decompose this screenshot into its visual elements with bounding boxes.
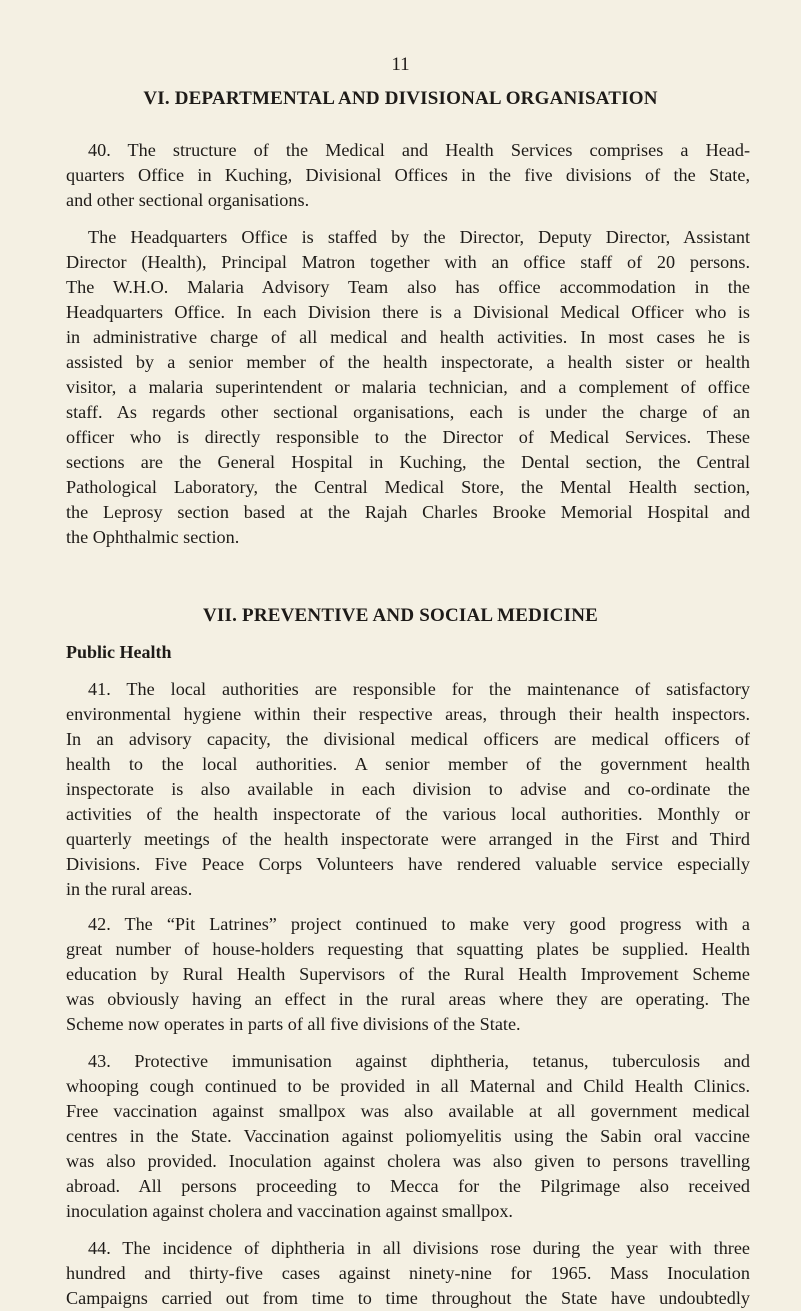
- text-line: centres in the State. Vaccination against poliomyelitis using the Sabin oral vaccine: [66, 1126, 750, 1146]
- text-line: education by Rural Health Supervisors of the Rural Health Improvement Scheme: [66, 964, 750, 984]
- section-vii-heading: VII. PREVENTIVE AND SOCIAL MEDICINE: [203, 605, 598, 626]
- text-line: assisted by a senior member of the health inspectorate, a health sister or health: [66, 352, 750, 372]
- text-line: In an advisory capacity, the divisional medical officers are medical officers of: [66, 729, 750, 749]
- text-line: Scheme now operates in parts of all five divisions of the State.: [66, 1014, 521, 1034]
- text-line: visitor, a malaria superintendent or malaria technician, and a complement of office: [66, 377, 750, 397]
- paragraph-42: [66, 912, 750, 1037]
- text-line: officer who is directly responsible to the Director of Medical Services. These: [66, 427, 750, 447]
- text-line: inspectorate is also available in each division to advise and co-ordinate the: [66, 779, 750, 799]
- paragraph-41: [66, 677, 750, 902]
- section-vi-heading: VI. DEPARTMENTAL AND DIVISIONAL ORGANISATION: [143, 88, 658, 109]
- text-line: was obviously having an effect in the rural areas where they are operating. The: [66, 989, 750, 1009]
- text-line: staff. As regards other sectional organisations, each is under the charge of an: [66, 402, 750, 422]
- text-line: activities of the health inspectorate of the various local authorities. Monthly or: [66, 804, 750, 824]
- text-line: quarters Office in Kuching, Divisional Offices in the five divisions of the State,: [66, 165, 750, 185]
- text-line: abroad. All persons proceeding to Mecca for the Pilgrimage also received: [66, 1176, 750, 1196]
- paragraph-40: [66, 138, 750, 213]
- text-line: whooping cough continued to be provided in all Maternal and Child Health Clinics.: [66, 1076, 750, 1096]
- text-line: Director (Health), Principal Matron together with an office staff of 20 persons.: [66, 252, 750, 272]
- text-line: 41. The local authorities are responsible for the maintenance of satisfactory: [88, 679, 750, 699]
- paragraph-43: [66, 1049, 750, 1224]
- text-line: environmental hygiene within their respective areas, through their health inspectors.: [66, 704, 750, 724]
- text-line: 44. The incidence of diphtheria in all divisions rose during the year with three: [88, 1238, 750, 1258]
- text-line: The W.H.O. Malaria Advisory Team also has office accommodation in the: [66, 277, 750, 297]
- text-line: great number of house-holders requesting that squatting plates be supplied. Health: [66, 939, 750, 959]
- text-line: the Ophthalmic section.: [66, 527, 240, 547]
- text-line: health to the local authorities. A senior member of the government health: [66, 754, 750, 774]
- text-line: Campaigns carried out from time to time throughout the State have undoubtedly: [66, 1288, 750, 1308]
- text-line: 40. The structure of the Medical and Health Services comprises a Head-: [88, 140, 750, 160]
- subheading-public-health: Public Health: [66, 642, 172, 662]
- text-line: the Leprosy section based at the Rajah Charles Brooke Memorial Hospital and: [66, 502, 750, 522]
- text-line: hundred and thirty-five cases against ninety-nine for 1965. Mass Inoculation: [66, 1263, 750, 1283]
- text-line: Pathological Laboratory, the Central Medical Store, the Mental Health section,: [66, 477, 750, 497]
- text-line: Divisions. Five Peace Corps Volunteers have rendered valuable service especially: [66, 854, 750, 874]
- text-line: in administrative charge of all medical and health activities. In most cases he is: [66, 327, 750, 347]
- paragraph-44: [66, 1236, 750, 1311]
- text-line: and other sectional organisations.: [66, 190, 310, 210]
- text-line: 42. The “Pit Latrines” project continued to make very good progress with a: [88, 914, 750, 934]
- text-line: Free vaccination against smallpox was also available at all government medical: [66, 1101, 750, 1121]
- text-line: inoculation against cholera and vaccination against smallpox.: [66, 1201, 513, 1221]
- text-line: was also provided. Inoculation against cholera was also given to persons travelling: [66, 1151, 750, 1171]
- text-line: in the rural areas.: [66, 879, 193, 899]
- text-line: quarterly meetings of the health inspectorate were arranged in the First and Third: [66, 829, 750, 849]
- page-number: 11: [391, 54, 410, 75]
- paragraph-headquarters: [66, 225, 750, 550]
- text-line: Headquarters Office. In each Division there is a Divisional Medical Officer who is: [66, 302, 750, 322]
- text-line: sections are the General Hospital in Kuching, the Dental section, the Central: [66, 452, 750, 472]
- text-line: The Headquarters Office is staffed by the Director, Deputy Director, Assistant: [88, 227, 750, 247]
- text-line: 43. Protective immunisation against diphtheria, tetanus, tuberculosis and: [88, 1051, 750, 1071]
